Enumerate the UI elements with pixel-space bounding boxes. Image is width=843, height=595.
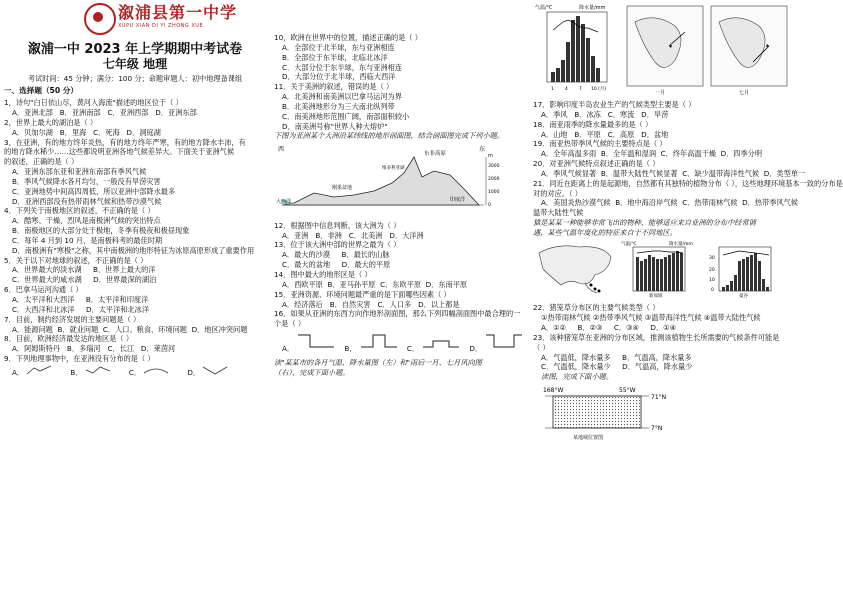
exam-meta: 考试时间：45 分钟；满分：100 分；命题审题人：初中地理备课组 bbox=[27, 73, 243, 83]
option: B．最长的山脉 bbox=[341, 250, 390, 260]
question-9-options bbox=[12, 365, 266, 377]
question-21-line3: 温带大陆性气候 bbox=[533, 208, 584, 218]
climate-axis-tick: 10 bbox=[709, 278, 715, 284]
option-a: A． bbox=[282, 333, 336, 353]
chart-month-tick: 10 (月) bbox=[591, 87, 607, 92]
profile-option-b-image bbox=[359, 333, 399, 351]
question-8-options bbox=[12, 345, 266, 353]
question-5-options-ab bbox=[12, 266, 266, 274]
terrain-profile-figure bbox=[274, 143, 530, 219]
question-3-option-b: B．季风气候降水各月均匀，一般没有旱涝灾害 bbox=[12, 176, 161, 186]
question-4-option-b: B．南极地区的大部分处于极地，冬季有极夜和极昼现象 bbox=[12, 226, 190, 236]
option: B．全年温和湿润 bbox=[600, 149, 657, 159]
option-a: A． bbox=[12, 365, 52, 377]
option: B．亚洲南部 bbox=[59, 107, 101, 117]
option: A．①② bbox=[541, 323, 566, 332]
question-21: 21．同近在距离上的是起源地，自然都有其独特的植物分布（ ），这些地理环境基本一致的分布是 bbox=[533, 178, 843, 188]
question-5: 5．关于以下对地球的叙述，不正确的是（ ） bbox=[4, 255, 148, 265]
profile-basin-label: 刚果盆地 bbox=[332, 184, 353, 191]
question-10-option-b: B．全部位于东半球，北临北冰洋 bbox=[282, 52, 388, 62]
profile-west-label: 西 bbox=[278, 145, 285, 153]
passage: 猫是某某一种能够非常飞出的物种，能够适应来自业洲的分布中经常调 bbox=[533, 218, 756, 228]
column-2 bbox=[274, 0, 530, 595]
option-c: C． bbox=[129, 365, 170, 377]
climate-chart-city2-svg bbox=[707, 239, 787, 299]
option: D．盆地 bbox=[641, 129, 669, 139]
question-10-option-d: D．大部分位于北半球，西临大西洋 bbox=[282, 72, 396, 82]
option: C．气温低，降水量少 bbox=[541, 362, 611, 372]
option: B．温带大陆性气候显著 bbox=[600, 168, 678, 178]
profile-ocean-label: 印度洋 bbox=[450, 196, 466, 203]
statement: ①热带雨林气候 bbox=[541, 313, 591, 323]
question-21-line2: 对的对应。（ ） bbox=[533, 188, 582, 198]
question-10-option-c: C．大部分位于东半球，东与亚洲相连 bbox=[282, 62, 403, 72]
option-d: D． bbox=[187, 365, 228, 377]
exam-subtitle: 七年级 地理 bbox=[102, 57, 168, 72]
climate-axis-tick: 0 bbox=[711, 288, 714, 294]
chart-temp-label: 气温/℃ bbox=[535, 5, 553, 11]
question-22-options bbox=[541, 324, 792, 332]
question-10: 10，欧洲在世界中的位置，描述正确的是（ ） bbox=[274, 33, 422, 42]
option: A．贝加尔湖 bbox=[12, 127, 53, 137]
option: D．太平洋和北冰洋 bbox=[85, 304, 150, 314]
option: D．最大的平原 bbox=[341, 260, 391, 270]
question-2-options bbox=[12, 129, 266, 137]
school-seal-icon bbox=[84, 3, 116, 35]
question-23: 23．该种猪笼草在亚洲的分布区域，推测该植物生长所需要的气候条件可能是 bbox=[533, 332, 780, 342]
question-11-option-b: B．北美洲地形分为三大南北纵列带 bbox=[282, 101, 395, 111]
option: A．能源问题 bbox=[12, 324, 53, 334]
option: A．气温低，降水量多 bbox=[541, 352, 611, 362]
question-22: 22．猪笼草分布区的主要气候类型（ ） bbox=[533, 303, 660, 313]
profile-unit: m bbox=[488, 152, 493, 159]
question-14-options bbox=[282, 281, 530, 289]
question-11-option-d: D．南美洲号称"世界人种大熔炉" bbox=[282, 121, 388, 131]
option: B．世界上最大的洋 bbox=[93, 265, 156, 275]
question-2: 2，世界上最大的湖泊是（ ） bbox=[4, 117, 98, 127]
option: B．就业问题 bbox=[57, 324, 99, 334]
lon-west-label: 168°W bbox=[543, 386, 564, 394]
chart-month-tick: 7 bbox=[579, 87, 582, 92]
option: C．最大的盆地 bbox=[282, 260, 331, 270]
option-d-image bbox=[202, 365, 228, 375]
question-10-option-a: A．全部位于北半球，东与亚洲相连 bbox=[282, 42, 395, 52]
question-23-line2: （ ） bbox=[533, 342, 550, 352]
question-6-options-cd bbox=[12, 306, 266, 314]
question-3-option-d: D．亚洲西部没有热带雨林气候和热带沙漠气候 bbox=[12, 196, 162, 206]
question-15: 15．亚洲资源、环境问题最严重的是下面哪些因素（ ） bbox=[274, 289, 451, 299]
asia-map-svg bbox=[533, 239, 615, 299]
question-14: 14．图中最大的地形区是（ ） bbox=[274, 270, 372, 279]
question-3-line3: 的叙述，正确的是（ ） bbox=[4, 157, 79, 167]
option-d: D． bbox=[469, 333, 524, 353]
chart-prec-label: 降水量/mm bbox=[579, 5, 606, 11]
question-17: 17．影响印度半岛农业生产的气候类型主要是（ ） bbox=[533, 100, 696, 109]
question-20-options bbox=[541, 168, 806, 178]
option: D．莱茵河 bbox=[140, 344, 176, 354]
option: D．旱涝 bbox=[641, 109, 669, 119]
option: D．地区冲突问题 bbox=[191, 324, 248, 334]
option: A．经济落后 bbox=[282, 299, 323, 309]
option: B．自然灾害 bbox=[329, 299, 371, 309]
option: A．亚洲北部 bbox=[12, 107, 53, 117]
profile-intro: 下图为亚洲某个大洲沿某纬线的地形剖面图，结合剖面图完成下列小题。 bbox=[274, 131, 505, 141]
chart-month-tick: 1 bbox=[551, 87, 554, 92]
climate-temp-label: 气温/℃ bbox=[621, 242, 637, 248]
option: B．冰冻 bbox=[574, 109, 601, 119]
option: A．最大的沙漠 bbox=[282, 250, 331, 260]
question-16-line2: 个是（ ） bbox=[274, 319, 306, 329]
option: C．东欧平原 bbox=[380, 279, 422, 289]
question-19-options bbox=[541, 150, 792, 158]
option: C．人口、粮食、环境问题 bbox=[102, 324, 187, 334]
question-4: 4．下列关于南极地区的叙述，不正确的是（ ） bbox=[4, 206, 155, 216]
profile-option-a-image bbox=[296, 333, 336, 351]
question-1-options bbox=[12, 109, 266, 117]
option: C．终年高温干燥 bbox=[660, 149, 716, 159]
option: B．气温高，降水量多 bbox=[622, 352, 692, 362]
option-b-image bbox=[85, 365, 111, 375]
climate-axis-tick: 20 bbox=[709, 268, 715, 274]
latitude-map-svg bbox=[533, 384, 683, 442]
asia-map-and-climate-figure bbox=[533, 239, 792, 301]
exam-title: 溆浦一中 2023 年上学期期中考试卷 bbox=[27, 42, 243, 57]
profile-lake-label: 维多利亚湖 bbox=[382, 165, 405, 171]
lon-west2-label: 55°W bbox=[619, 386, 636, 394]
question-5-options-cd bbox=[12, 276, 266, 284]
question-20: 20．对亚洲气候特点叙述正确的是（ ） bbox=[533, 159, 660, 169]
option: C．热带雨林气候 bbox=[682, 198, 738, 208]
question-11-option-a: A．北美洲和南美洲以巴拿马运河为界 bbox=[282, 92, 402, 102]
option: C．世界最大的咸水湖 bbox=[12, 275, 82, 285]
option: B．地中海沿岸气候 bbox=[615, 198, 678, 208]
july-label: 七月 bbox=[739, 90, 750, 96]
option: D．世界最深的湖泊 bbox=[93, 275, 157, 285]
question-11: 11．关于美洲的叙述，错误的是（ ） bbox=[274, 82, 394, 92]
chart-month-tick: 4 bbox=[565, 87, 568, 92]
option: B．②③ bbox=[577, 323, 603, 332]
option: C．长江 bbox=[107, 344, 135, 354]
profile-tick: 0 bbox=[488, 202, 491, 208]
question-4-option-a: A．酷寒、干燥、烈风是南极洲气候的突出特点 bbox=[12, 216, 161, 226]
question-13-options-ab bbox=[282, 251, 530, 259]
profile-plateau-label: 东非高原 bbox=[424, 150, 447, 157]
q24-intro: 读图，完成下面小题。 bbox=[541, 372, 613, 382]
option: B．太平洋和印度洋 bbox=[85, 295, 149, 304]
option: D．大洋洲 bbox=[389, 230, 424, 240]
option: C．③④ bbox=[613, 323, 639, 332]
option: B．多瑙河 bbox=[66, 344, 101, 354]
city1-label: 新加坡 bbox=[649, 294, 663, 300]
wind-map-july-svg bbox=[709, 2, 789, 96]
question-3-option-c: C．亚洲地势中间高四周低，所以亚洲中部降水最多 bbox=[12, 186, 176, 196]
option: D．类型单一 bbox=[763, 168, 806, 178]
profile-east-label: 东 bbox=[479, 145, 486, 153]
option: A．季风 bbox=[541, 109, 568, 119]
option-b: B． bbox=[70, 365, 110, 377]
option: C．死海 bbox=[93, 127, 120, 137]
option: B．非洲 bbox=[315, 230, 342, 240]
question-3-option-a: A．亚洲东部东亚和亚洲东南部有季风气候 bbox=[12, 167, 147, 177]
question-19: 19．南亚热带季风气候的主要特点是（ ） bbox=[533, 139, 667, 149]
option: A．太平洋和大西洋 bbox=[12, 295, 75, 304]
q17-intro-line2: （右），完成下面小题。 bbox=[274, 367, 350, 377]
q17-intro: 读"某某市的各月气温、降水量图（左）和"雨后一月、七月风向图 bbox=[274, 357, 482, 367]
question-12-options bbox=[282, 232, 530, 240]
option: C．人口多 bbox=[377, 299, 412, 309]
question-22-statements bbox=[541, 314, 792, 322]
option: C．大西洋和北冰洋 bbox=[12, 304, 75, 314]
section-heading: 一、选择题（50 分） bbox=[4, 86, 78, 96]
option: C．高原 bbox=[607, 129, 635, 139]
lat-south-label: 7°N bbox=[651, 424, 663, 432]
climate-axis-tick: 30 bbox=[709, 256, 715, 262]
question-4-option-d: D．南极洲有"寒极"之称，其中南极洲的地形特征为冰原高原形成了重要作用 bbox=[12, 245, 255, 255]
school-pinyin: XUPU XIAN DI YI ZHONG XUE bbox=[118, 23, 204, 29]
question-11-option-c: C．南美洲地形范围广阔，南部面积较小 bbox=[282, 111, 410, 121]
question-6: 6．巴拿马运河沟通（ ） bbox=[4, 285, 83, 295]
option: C．北美洲 bbox=[348, 230, 383, 240]
option-c: C． bbox=[407, 333, 462, 353]
option: A．阿姆斯特丹 bbox=[12, 344, 61, 354]
statement: ②热带季风气候 bbox=[592, 313, 643, 323]
question-3-line2: 的地方降水稀少……这些都说明亚洲各地气候差异大。下面关于亚洲气候 bbox=[4, 147, 235, 157]
question-12: 12．根据图中信息判断，该大洲为（ ） bbox=[274, 220, 401, 230]
option: A．美国炎热沙漠气候 bbox=[541, 198, 611, 208]
statement: ④温带大陆性气候 bbox=[703, 313, 761, 323]
option: D．热带季风气候 bbox=[742, 198, 798, 208]
profile-tick: 3000 bbox=[488, 163, 500, 169]
latitude-map-figure bbox=[533, 384, 792, 442]
question-3: 3，在亚洲，有的地方终年炎热，有的地方终年严寒，有的地方降水丰沛，有 bbox=[4, 137, 246, 147]
option-a-image bbox=[26, 365, 52, 375]
option-c-image bbox=[143, 365, 169, 375]
question-18-options bbox=[541, 131, 792, 139]
question-16-options bbox=[282, 333, 530, 353]
question-15-options bbox=[282, 301, 530, 309]
profile-tick: 2000 bbox=[488, 176, 500, 182]
option: D．东南平原 bbox=[425, 279, 468, 289]
option: D．以上都是 bbox=[418, 299, 460, 309]
option: A．亚洲 bbox=[282, 230, 309, 240]
lat-map-caption: 某地域位置图 bbox=[573, 434, 604, 441]
question-17-options bbox=[541, 111, 792, 119]
climate-and-wind-figure bbox=[533, 2, 792, 98]
option: D．四季分明 bbox=[720, 149, 763, 159]
january-label: 一月 bbox=[655, 90, 666, 96]
question-16: 16．如果从亚洲的东西方向作地形剖面图，那么下列四幅剖面图中最合理的一 bbox=[274, 309, 521, 319]
option: C．亚洲西部 bbox=[107, 107, 149, 117]
question-7: 7．目前，制约经济发展的主要问题是（ ） bbox=[4, 314, 141, 324]
city2-label: 曼谷 bbox=[739, 294, 748, 300]
question-18: 18．南亚雨季的降水量最多的是（ ） bbox=[533, 119, 653, 129]
terrain-profile-svg bbox=[274, 143, 504, 219]
option: D．亚洲东部 bbox=[155, 107, 197, 117]
option: A．西欧平原 bbox=[282, 279, 323, 289]
wind-map-january-svg bbox=[625, 2, 705, 96]
question-23-options-cd bbox=[541, 363, 792, 371]
question-1: 1，诗句"白日依山尽，黄河入海流"描述的地区位于（ ） bbox=[4, 98, 183, 108]
profile-option-d-image bbox=[484, 333, 524, 351]
profile-tick: 1000 bbox=[488, 189, 500, 195]
statement: ③温带海洋性气候 bbox=[644, 313, 702, 323]
option: A．全年高温多雨 bbox=[541, 149, 597, 159]
question-9: 9．下列地理事物中，在亚洲没有分布的是（ ） bbox=[4, 354, 155, 364]
option: A．山地 bbox=[541, 129, 568, 139]
climate-chart-svg bbox=[533, 2, 621, 96]
question-23-options-ab bbox=[541, 354, 792, 362]
option: B．平原 bbox=[574, 129, 601, 139]
question-21-options bbox=[541, 198, 798, 208]
question-13: 13．位于该大洲中部的世界之最为（ ） bbox=[274, 240, 401, 250]
question-4-option-c: C．每年 4 月到 10 月，是南极科考的最佳时期 bbox=[12, 235, 163, 245]
profile-sea-label: 大西洋 bbox=[276, 198, 292, 205]
option: B．亚马孙平原 bbox=[327, 279, 376, 289]
option: D．①④ bbox=[650, 323, 677, 332]
question-6-options-ab bbox=[12, 296, 266, 304]
climate-prec-label: 降水量/mm bbox=[669, 242, 693, 248]
option: B．里海 bbox=[59, 127, 87, 137]
question-8: 8．目前，欧洲经济最发达的地区是（ ） bbox=[4, 334, 134, 344]
option: A．世界最大的淡水湖 bbox=[12, 265, 82, 275]
option-b: B． bbox=[344, 333, 398, 353]
passage-line2: 遇，某些气温年度化的特征来自于不同地区。 bbox=[533, 227, 677, 237]
column-1 bbox=[4, 0, 266, 561]
option: A．季风气候显著 bbox=[541, 168, 597, 178]
climate-chart-city1-svg bbox=[621, 239, 701, 299]
option: D．洞庭湖 bbox=[126, 127, 161, 137]
option: C．缺少温带海洋性气候 bbox=[682, 168, 760, 178]
column-3 bbox=[533, 0, 843, 561]
school-name: 溆浦县第一中学 bbox=[118, 3, 238, 22]
profile-option-c-image bbox=[421, 333, 461, 351]
lat-north-label: 71°N bbox=[651, 393, 667, 401]
option: D．气温高，降水量少 bbox=[622, 362, 693, 372]
option: C．寒流 bbox=[607, 109, 635, 119]
question-13-options-cd bbox=[282, 261, 530, 269]
question-7-options bbox=[12, 326, 266, 334]
school-logo bbox=[4, 0, 266, 40]
